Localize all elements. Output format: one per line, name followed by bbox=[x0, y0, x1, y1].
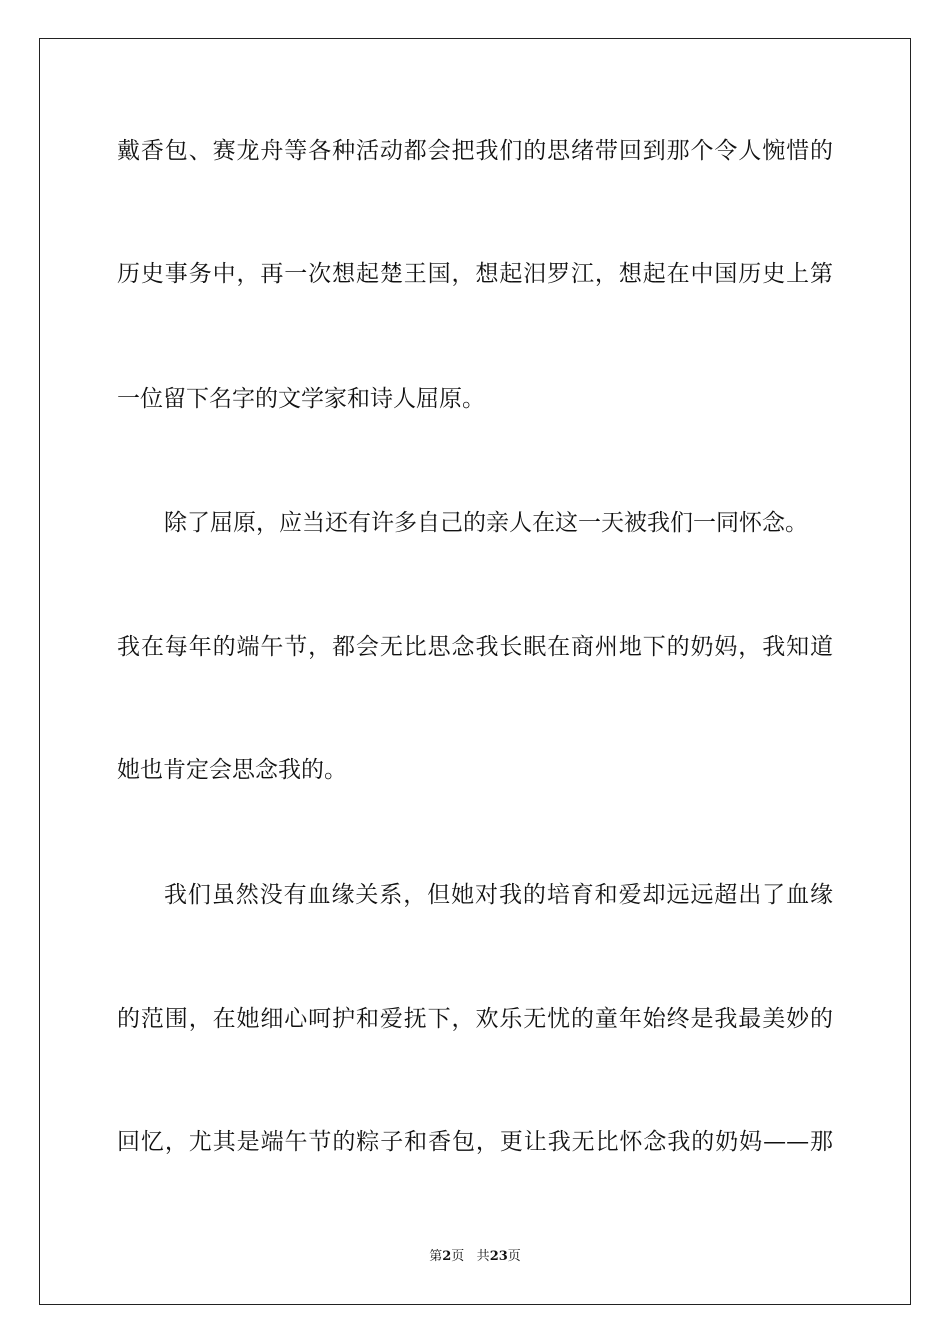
footer-page-prefix: 第 bbox=[429, 1249, 443, 1264]
text-line-5: 我在每年的端午节，都会无比思念我长眠在商州地下的奶妈，我知道 bbox=[117, 634, 833, 660]
text-line-9: 回忆，尤其是端午节的粽子和香包，更让我无比怀念我的奶妈——那 bbox=[117, 1129, 833, 1155]
footer-total-pages: 23 bbox=[489, 1249, 508, 1264]
text-line-1: 戴香包、赛龙舟等各种活动都会把我们的思绪带回到那个令人惋惜的 bbox=[117, 138, 833, 164]
footer-page-suffix: 页 bbox=[451, 1249, 465, 1264]
text-line-7: 我们虽然没有血缘关系，但她对我的培育和爱却远远超出了血缘 bbox=[164, 882, 833, 908]
page-footer bbox=[0, 1247, 950, 1267]
text-line-4: 除了屈原，应当还有许多自己的亲人在这一天被我们一同怀念。 bbox=[164, 510, 808, 536]
footer-page-number: 2 bbox=[442, 1249, 452, 1264]
footer-total-prefix: 共 bbox=[476, 1249, 490, 1264]
footer-total-suffix: 页 bbox=[507, 1249, 521, 1264]
text-line-6: 她也肯定会思念我的。 bbox=[117, 757, 347, 783]
text-line-8: 的范围，在她细心呵护和爱抚下，欢乐无忧的童年始终是我最美妙的 bbox=[117, 1006, 833, 1032]
text-line-2: 历史事务中，再一次想起楚王国，想起汨罗江，想起在中国历史上第 bbox=[117, 261, 833, 287]
page-frame bbox=[39, 38, 911, 1305]
text-line-3: 一位留下名字的文学家和诗人屈原。 bbox=[117, 386, 485, 412]
